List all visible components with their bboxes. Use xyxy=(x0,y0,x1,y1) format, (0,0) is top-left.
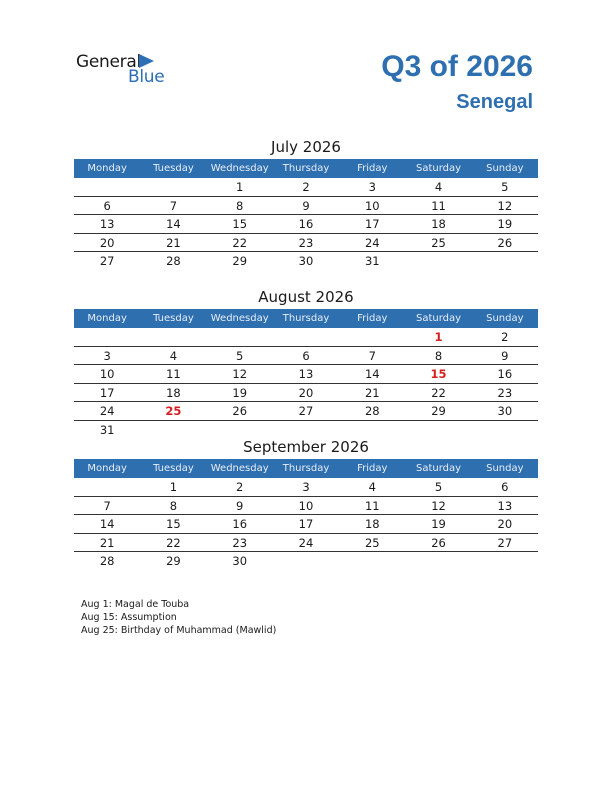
month-july xyxy=(74,136,538,271)
day-cell: 30 xyxy=(232,554,248,568)
day-cell: 5 xyxy=(434,480,443,494)
day-cell: 4 xyxy=(434,180,443,194)
logo-triangle-icon xyxy=(139,54,154,68)
week-row xyxy=(74,197,538,216)
day-cell: 27 xyxy=(99,254,115,268)
day-cell: 29 xyxy=(166,554,181,568)
day-cell xyxy=(140,178,206,196)
day-cell: 15 xyxy=(166,517,181,531)
day-cell xyxy=(405,252,471,271)
day-cell: 14 xyxy=(364,367,380,381)
day-cell: 13 xyxy=(497,498,513,513)
week-row xyxy=(74,347,538,366)
day-cell: 24 xyxy=(99,404,115,418)
day-cell: 16 xyxy=(298,217,314,231)
weekday-label: Saturday xyxy=(416,313,462,324)
day-cell: 22 xyxy=(431,385,446,400)
day-cell: 1 xyxy=(434,330,443,344)
weekday-label: Monday xyxy=(87,313,127,324)
day-cell: 5 xyxy=(236,348,244,363)
weekday-label: Tuesday xyxy=(153,463,194,474)
day-cell: 20 xyxy=(99,235,115,250)
weekday-label: Friday xyxy=(357,463,388,474)
day-cell: 12 xyxy=(497,198,513,213)
day-cell: 25 xyxy=(431,235,446,250)
week-row xyxy=(74,402,538,421)
day-cell: 6 xyxy=(302,348,310,363)
day-cell: 22 xyxy=(166,535,181,550)
day-cell xyxy=(273,328,339,346)
weekday-label: Thursday xyxy=(282,163,330,174)
day-cell: 21 xyxy=(166,235,181,250)
holiday-note: Aug 15: Assumption xyxy=(81,612,177,623)
day-cell: 28 xyxy=(166,254,181,268)
week-row xyxy=(74,515,538,534)
day-cell: 31 xyxy=(364,254,380,268)
month-grid xyxy=(74,328,538,439)
day-cell: 25 xyxy=(364,535,380,550)
weekday-label: Saturday xyxy=(416,463,462,474)
day-cell: 11 xyxy=(166,367,181,381)
day-cell xyxy=(339,552,405,571)
day-cell: 2 xyxy=(302,180,310,194)
week-row xyxy=(74,497,538,516)
day-cell xyxy=(74,178,140,196)
page-title: Q3 of 2026 xyxy=(381,50,533,83)
day-cell: 4 xyxy=(169,348,178,363)
day-cell: 8 xyxy=(236,198,244,213)
day-cell: 3 xyxy=(103,348,111,363)
day-cell: 5 xyxy=(501,180,509,194)
day-cell xyxy=(405,552,471,571)
week-row xyxy=(74,534,538,553)
day-cell: 26 xyxy=(497,235,513,250)
week-row xyxy=(74,328,538,347)
day-cell: 6 xyxy=(103,198,111,213)
month-grid xyxy=(74,178,538,271)
day-cell: 1 xyxy=(236,180,244,194)
day-cell: 21 xyxy=(99,535,115,550)
day-cell: 2 xyxy=(501,330,509,344)
day-cell: 2 xyxy=(236,480,244,494)
day-cell: 4 xyxy=(368,480,376,494)
generalblue-logo xyxy=(76,52,176,88)
day-cell: 8 xyxy=(169,498,178,513)
day-cell: 15 xyxy=(232,217,248,231)
logo-text-general: General xyxy=(76,52,141,72)
month-title: August 2026 xyxy=(258,288,354,306)
month-august xyxy=(74,286,538,439)
week-row xyxy=(74,478,538,497)
holiday-note: Aug 1: Magal de Touba xyxy=(81,599,190,610)
week-row xyxy=(74,384,538,403)
day-cell: 12 xyxy=(232,367,248,381)
day-cell: 18 xyxy=(166,385,181,400)
day-cell: 9 xyxy=(501,348,509,363)
day-cell: 9 xyxy=(236,498,244,513)
weekday-label: Wednesday xyxy=(210,313,269,324)
day-cell: 19 xyxy=(232,385,248,400)
day-cell: 16 xyxy=(497,367,513,381)
day-cell: 19 xyxy=(497,217,513,231)
day-cell: 11 xyxy=(431,198,446,213)
weekday-label: Wednesday xyxy=(210,463,269,474)
day-cell: 26 xyxy=(232,404,248,418)
day-cell: 7 xyxy=(169,198,178,213)
day-cell: 16 xyxy=(232,517,248,531)
week-row xyxy=(74,234,538,253)
week-row xyxy=(74,178,538,197)
day-cell: 21 xyxy=(364,385,380,400)
day-cell: 17 xyxy=(364,217,380,231)
day-cell: 28 xyxy=(99,554,115,568)
day-cell: 14 xyxy=(166,217,181,231)
day-cell: 8 xyxy=(434,348,443,363)
week-row xyxy=(74,552,538,571)
day-cell: 30 xyxy=(298,254,314,268)
weekday-label: Friday xyxy=(357,313,388,324)
day-cell: 26 xyxy=(431,535,446,550)
month-title: September 2026 xyxy=(243,438,369,456)
day-cell: 3 xyxy=(302,480,310,494)
day-cell: 27 xyxy=(497,535,513,550)
day-cell: 28 xyxy=(364,404,380,418)
holiday-note: Aug 25: Birthday of Muhammad (Mawlid) xyxy=(81,625,277,636)
day-cell: 14 xyxy=(99,517,115,531)
day-cell: 12 xyxy=(431,498,446,513)
weekday-label: Friday xyxy=(357,163,388,174)
weekday-label: Sunday xyxy=(486,463,524,474)
day-cell: 19 xyxy=(431,517,446,531)
day-cell xyxy=(472,552,538,571)
day-cell: 23 xyxy=(298,235,314,250)
day-cell: 15 xyxy=(430,367,447,381)
day-cell: 10 xyxy=(99,367,115,381)
weekday-label: Wednesday xyxy=(210,163,269,174)
weekday-header xyxy=(74,309,538,328)
day-cell xyxy=(273,552,339,571)
day-cell: 3 xyxy=(368,180,376,194)
day-cell: 24 xyxy=(298,535,314,550)
day-cell xyxy=(140,328,206,346)
day-cell: 18 xyxy=(364,517,380,531)
day-cell: 6 xyxy=(501,480,509,494)
day-cell xyxy=(339,328,405,346)
day-cell xyxy=(472,252,538,271)
weekday-label: Saturday xyxy=(416,163,462,174)
weekday-label: Tuesday xyxy=(153,313,194,324)
day-cell: 7 xyxy=(103,498,111,513)
weekday-header xyxy=(74,459,538,478)
week-row xyxy=(74,365,538,384)
day-cell: 25 xyxy=(165,404,182,418)
day-cell: 23 xyxy=(232,535,248,550)
week-row xyxy=(74,252,538,271)
month-september xyxy=(74,436,538,571)
month-title: July 2026 xyxy=(271,138,341,156)
weekday-label: Thursday xyxy=(282,463,330,474)
holiday-notes xyxy=(81,598,276,637)
day-cell: 29 xyxy=(431,404,446,418)
weekday-label: Thursday xyxy=(282,313,330,324)
day-cell xyxy=(207,328,273,346)
day-cell: 20 xyxy=(298,385,314,400)
month-grid xyxy=(74,478,538,571)
country-name: Senegal xyxy=(456,91,533,113)
day-cell: 10 xyxy=(298,498,314,513)
day-cell: 24 xyxy=(364,235,380,250)
day-cell: 20 xyxy=(497,517,513,531)
day-cell xyxy=(74,328,140,346)
day-cell: 29 xyxy=(232,254,248,268)
weekday-label: Sunday xyxy=(486,313,524,324)
day-cell: 11 xyxy=(364,498,380,513)
day-cell: 9 xyxy=(302,198,310,213)
day-cell: 30 xyxy=(497,404,513,418)
logo-text-blue: Blue xyxy=(128,67,165,87)
day-cell: 10 xyxy=(364,198,380,213)
day-cell: 17 xyxy=(298,517,314,531)
day-cell xyxy=(74,478,140,496)
weekday-label: Tuesday xyxy=(153,163,194,174)
day-cell: 27 xyxy=(298,404,314,418)
weekday-label: Sunday xyxy=(486,163,524,174)
day-cell: 22 xyxy=(232,235,248,250)
day-cell: 31 xyxy=(99,422,115,437)
week-row xyxy=(74,215,538,234)
day-cell: 23 xyxy=(497,385,513,400)
day-cell: 13 xyxy=(99,217,115,231)
day-cell: 1 xyxy=(169,480,178,494)
day-cell: 18 xyxy=(431,217,446,231)
day-cell: 17 xyxy=(99,385,115,400)
weekday-label: Monday xyxy=(87,463,127,474)
weekday-header xyxy=(74,159,538,178)
day-cell: 7 xyxy=(368,348,376,363)
day-cell: 13 xyxy=(298,367,314,381)
weekday-label: Monday xyxy=(87,163,127,174)
